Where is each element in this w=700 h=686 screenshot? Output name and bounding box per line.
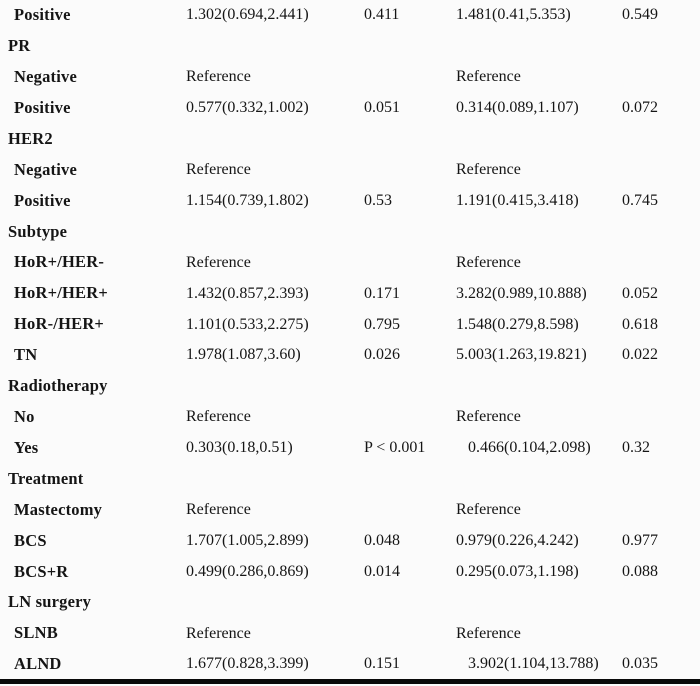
p-value-1-cell: 0.795 <box>364 315 400 333</box>
table-section-row <box>0 31 700 62</box>
row-label: HoR+/HER+ <box>14 283 108 303</box>
hr-ci-2-cell: 0.314(0.089,1.107) <box>456 99 579 117</box>
p-value-1-cell: 0.026 <box>364 346 400 364</box>
hr-ci-2-cell: 1.191(0.415,3.418) <box>456 191 579 209</box>
table-row <box>0 309 700 340</box>
row-label: Positive <box>14 5 71 25</box>
row-label: No <box>14 406 35 426</box>
row-label: HoR-/HER+ <box>14 314 105 334</box>
table-row <box>0 556 700 587</box>
hr-ci-1-cell: Reference <box>186 68 251 86</box>
table-section-row <box>0 124 700 155</box>
table-row <box>0 247 700 278</box>
hr-ci-1-cell: Reference <box>186 500 251 518</box>
table-row <box>0 340 700 371</box>
table-row <box>0 525 700 556</box>
p-value-2-cell: 0.549 <box>622 6 658 24</box>
hr-ci-1-cell: 0.303(0.18,0.51) <box>186 439 293 457</box>
hr-ci-2-cell: Reference <box>456 160 521 178</box>
table-row <box>0 62 700 93</box>
p-value-1-cell: 0.048 <box>364 531 400 549</box>
p-value-2-cell: 0.035 <box>622 655 658 673</box>
table-row <box>0 495 700 526</box>
table-row <box>0 433 700 464</box>
table-section-row <box>0 216 700 247</box>
table-section-row <box>0 587 700 618</box>
hr-ci-1-cell: 1.101(0.533,2.275) <box>186 315 309 333</box>
p-value-1-cell: 0.171 <box>364 284 400 302</box>
row-label: BCS <box>14 530 47 550</box>
row-label: TN <box>14 345 38 365</box>
table-row <box>0 0 700 31</box>
row-label: Yes <box>14 437 39 457</box>
hr-ci-1-cell: 1.978(1.087,3.60) <box>186 346 301 364</box>
hr-ci-1-cell: 1.154(0.739,1.802) <box>186 191 309 209</box>
row-label: Radiotherapy <box>8 376 108 396</box>
p-value-1-cell: P < 0.001 <box>364 439 426 457</box>
row-label: Negative <box>14 67 77 87</box>
table-row <box>0 185 700 216</box>
row-label: SLNB <box>14 623 58 643</box>
table-section-row <box>0 371 700 402</box>
hr-ci-2-cell: 0.466(0.104,2.098) <box>468 439 591 457</box>
hr-ci-2-cell: Reference <box>456 68 521 86</box>
table-row <box>0 618 700 649</box>
hr-ci-2-cell: Reference <box>456 624 521 642</box>
row-label: Mastectomy <box>14 499 103 519</box>
p-value-2-cell: 0.977 <box>622 531 658 549</box>
hr-ci-1-cell: 1.677(0.828,3.399) <box>186 655 309 673</box>
p-value-2-cell: 0.088 <box>622 562 658 580</box>
table-row <box>0 93 700 124</box>
p-value-2-cell: 0.32 <box>622 439 650 457</box>
row-label: Positive <box>14 190 71 210</box>
hr-ci-1-cell: Reference <box>186 160 251 178</box>
hr-ci-2-cell: Reference <box>456 253 521 271</box>
p-value-1-cell: 0.051 <box>364 99 400 117</box>
table-section-row <box>0 464 700 495</box>
hr-ci-2-cell: Reference <box>456 408 521 426</box>
row-label: PR <box>8 36 31 56</box>
hr-ci-1-cell: 1.707(1.005,2.899) <box>186 531 309 549</box>
row-label: HoR+/HER- <box>14 252 105 272</box>
table-row <box>0 155 700 186</box>
hr-ci-2-cell: 1.481(0.41,5.353) <box>456 6 571 24</box>
table-row <box>0 278 700 309</box>
hr-ci-1-cell: 0.499(0.286,0.869) <box>186 562 309 580</box>
table-row <box>0 649 700 680</box>
hr-ci-2-cell: 3.282(0.989,10.888) <box>456 284 587 302</box>
hr-ci-1-cell: Reference <box>186 624 251 642</box>
row-label: LN surgery <box>8 592 92 612</box>
p-value-2-cell: 0.618 <box>622 315 658 333</box>
hr-ci-2-cell: 1.548(0.279,8.598) <box>456 315 579 333</box>
hr-ci-1-cell: 0.577(0.332,1.002) <box>186 99 309 117</box>
hr-ci-2-cell: 0.979(0.226,4.242) <box>456 531 579 549</box>
row-label: Treatment <box>8 468 84 488</box>
row-label: HER2 <box>8 128 53 148</box>
row-label: Positive <box>14 97 71 117</box>
table-row <box>0 402 700 433</box>
hr-ci-2-cell: 3.902(1.104,13.788) <box>468 655 599 673</box>
p-value-1-cell: 0.151 <box>364 655 400 673</box>
row-label: BCS+R <box>14 561 69 581</box>
p-value-1-cell: 0.53 <box>364 191 392 209</box>
hr-ci-2-cell: 5.003(1.263,19.821) <box>456 346 587 364</box>
hr-ci-2-cell: Reference <box>456 500 521 518</box>
hr-ci-1-cell: 1.432(0.857,2.393) <box>186 284 309 302</box>
p-value-1-cell: 0.014 <box>364 562 400 580</box>
hr-ci-2-cell: 0.295(0.073,1.198) <box>456 562 579 580</box>
hr-ci-1-cell: Reference <box>186 408 251 426</box>
hr-ci-1-cell: Reference <box>186 253 251 271</box>
row-label: ALND <box>14 654 62 674</box>
table-bottom-rule <box>0 679 700 684</box>
p-value-2-cell: 0.745 <box>622 191 658 209</box>
hr-ci-1-cell: 1.302(0.694,2.441) <box>186 6 309 24</box>
p-value-2-cell: 0.052 <box>622 284 658 302</box>
row-label: Subtype <box>8 221 68 241</box>
p-value-2-cell: 0.072 <box>622 99 658 117</box>
p-value-1-cell: 0.411 <box>364 6 400 24</box>
p-value-2-cell: 0.022 <box>622 346 658 364</box>
row-label: Negative <box>14 159 77 179</box>
